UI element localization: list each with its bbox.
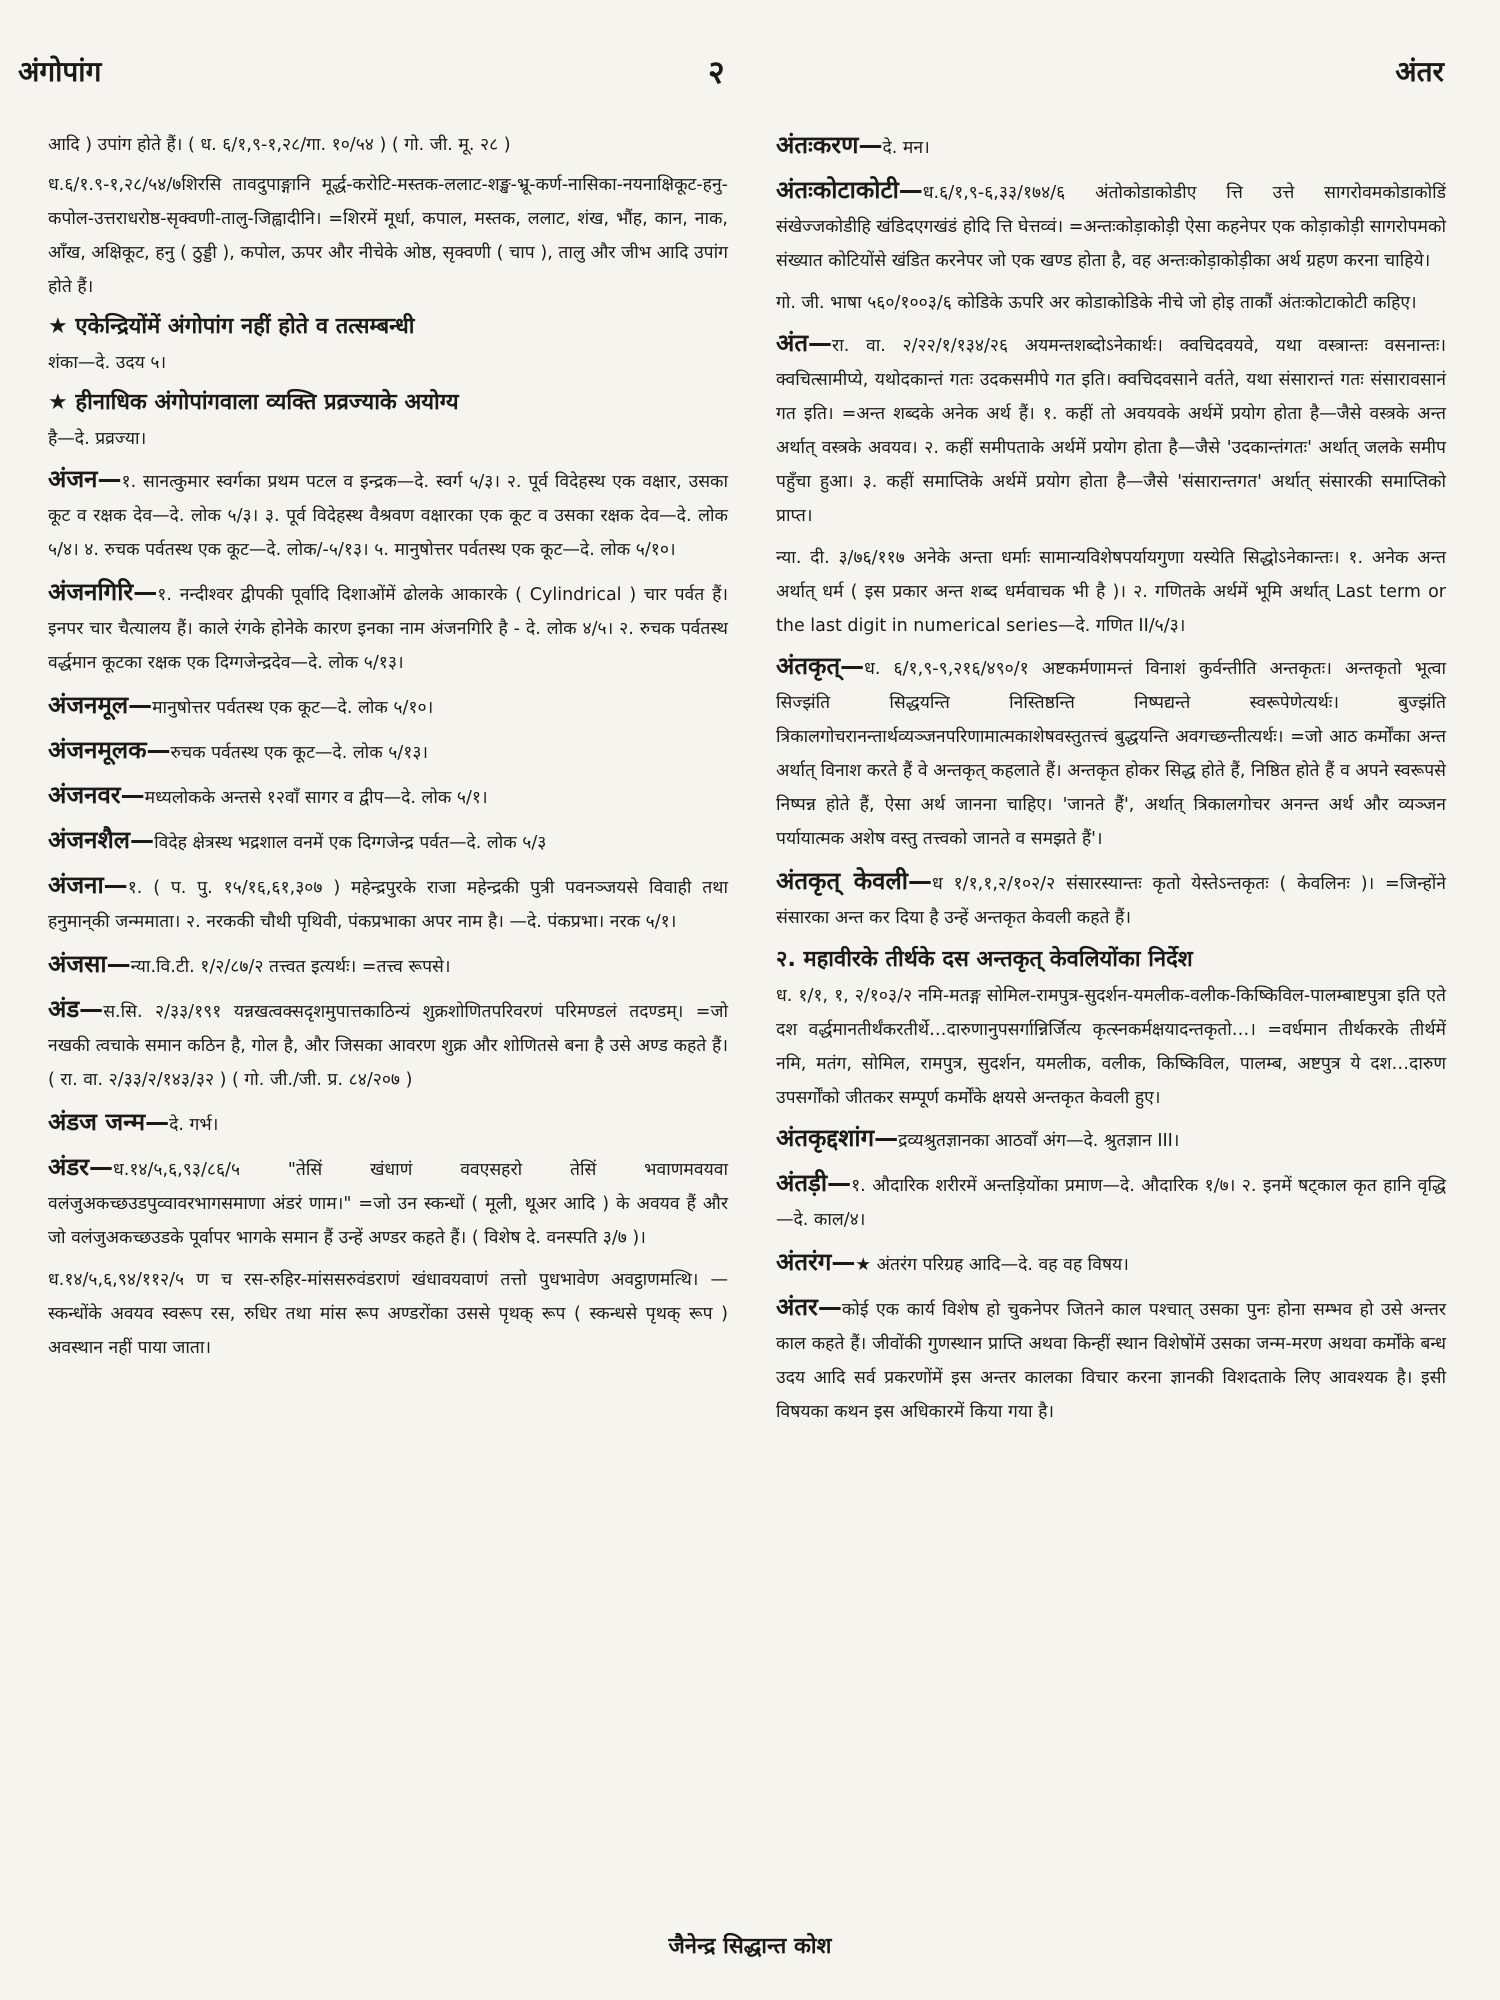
dictionary-entry [48,823,728,860]
entry-headword: अंजना— [48,871,128,899]
entry-text: १. ( प. पु. १५/१६,६१,३०७ ) महेन्द्रपुरके राजा महेन्द्रकी पुत्री पवनञ्जयसे विवाही तथा हनुमान्‌की जन्ममाता। २. नरककी चौथी पृथिवी, पंकप्रभाका अपर नाम है। —दे. पंकप्रभा। नरक ५/१। [48,878,728,932]
entry-headword: अंजनमूलक— [48,736,171,764]
dictionary-entry [776,649,1446,856]
dictionary-entry [48,868,728,939]
paragraph: गो. जी. भाषा ५६०/१००३/६ कोडिके ऊपरि अर कोडाकोडिके नीचे जो होइ ताकौं अंतःकोटाकोटी कहिए। [776,293,1417,313]
entry-headword: अंतःकरण— [776,131,883,159]
dictionary-entry [776,1245,1446,1282]
dictionary-entry [776,864,1446,935]
entry-headword: अंजन— [48,465,122,493]
dictionary-entry [776,1121,1446,1158]
paragraph: आदि ) उपांग होते हैं। ( ध. ६/१,९-१,२८/गा. १०/५४ ) ( गो. जी. मू. २८ ) [48,135,511,155]
paragraph: ध. १/१, १, २/१०३/२ नमि-मतङ्ग सोमिल-रामपुत्र-सुदर्शन-यमलीक-वलीक-किष्किविल-पालम्बाष्टपुत्रा इति एते दश वर्द्धमानतीर्थंकरतीर्थे…दारुणानुपसर्गान्निर्जित्य कृत्स्नकर्मक्षयादन्तकृतो…। =वर्धमान तीर्थकरके तीर्थमें नमि, मतंग, सोमिल, रामपुत्र, सुदर्शन, यमलीक, वलीक, किष्किविल, पालम्ब, अष्टपुत्र ये दश…दारुण उपसर्गोंको जीतकर सम्पूर्ण कर्मोंके क्षयसे अन्तकृत केवली हुए। [776,986,1446,1108]
entry-headword: अंजनवर— [48,781,145,809]
page-footer: जैनेन्द्र सिद्धान्त कोश [668,1934,832,1959]
entry-text: १. सानत्कुमार स्वर्गका प्रथम पटल व इन्द्रक—दे. स्वर्ग ५/३। २. पूर्व विदेहस्थ एक वक्षार, उसका कूट व रक्षक देव—दे. लोक ५/३। ३. पूर्व विदेहस्थ वैश्रवण वक्षारका एक कूट व उसका रक्षक देव—दे. लोक ५/४। ४. रुचक पर्वतस्थ एक कूट—दे. लोक/-५/१३। ५. मानुषोत्तर पर्वतस्थ एक कूट—दे. लोक ५/१०। [48,472,728,560]
paragraph: ध.६/१.९-१,२८/५४/७शिरसि तावदुपाङ्गानि मूर्द्ध-करोटि-मस्तक-ललाट-शङ्ख-भ्रू-कर्ण-नासिका-नयनाक्षिकूट-हनु-कपोल-उत्तराधरोष्ठ-सृक्वणी-तालु-जिह्वादीनि। =शिरमें मूर्धा, कपाल, मस्तक, ललाट, शंख, भौंह, कान, नाक, आँख, अक्षिकूट, हनु ( ठुड्डी ), कपोल, ऊपर और नीचेके ओष्ठ, सृक्वणी ( चाप ), तालु और जीभ आदि उपांग होते हैं। [48,175,728,297]
dictionary-entry [776,128,1446,165]
dictionary-entry [776,1290,1446,1429]
entry-text: विदेह क्षेत्रस्थ भद्रशाल वनमें एक दिग्गजेन्द्र पर्वत—दे. लोक ५/३ [154,833,547,853]
dictionary-entry [776,173,1446,278]
entry-headword: अंतःकोटाकोटी— [776,176,923,204]
paragraph: है—दे. प्रव्रज्या। [48,429,147,449]
entry-headword: अंत— [776,329,833,357]
dictionary-entry [48,992,728,1097]
entry-headword: अंजनशैल— [48,826,155,854]
entry-headword: अंतड़ी— [776,1169,852,1197]
entry-text: ध. ६/१,९-९,२१६/४९०/१ अष्टकर्मणामन्तं विनाशं कुर्वन्तीति अन्तकृतः। अन्तकृतो भूत्वा सिज्झंति सिद्धयन्ति निस्तिष्ठन्ति निष्पद्यन्ते स्वरूपेणेत्यर्थः। बुज्झंति त्रिकालगोचरानन्तार्थव्यञ्जनपरिणामात्मकाशेषवस्तुतत्त्वं बुद्धयन्ति अवगच्छन्तीत्यर्थः। =जो आठ कर्मोंका अन्त अर्थात् विनाश करते हैं वे अन्तकृत् कहलाते हैं। अन्तकृत होकर सिद्ध होते हैं, निष्ठित होते हैं व अपने स्वरूपसे निष्पन्न होते हैं, ऐसा अर्थ जानना चाहिए। 'जानते हैं', अर्थात् त्रिकालगोचर अनन्त अर्थ और व्यञ्जन पर्यायात्मक अशेष वस्तु तत्त्वको जानते व समझते हैं'। [776,659,1446,849]
entry-text: कोई एक कार्य विशेष हो चुकनेपर जितने काल पश्चात् उसका पुनः होना सम्भव हो उसे अन्तर काल कहते हैं। जीवोंकी गुणस्थान प्राप्ति अथवा किन्हीं स्थान विशेषोंमें उसका जन्म-मरण अथवा कर्मोंके बन्ध उदय आदि सर्व प्रकरणोंमें इस अन्तर कालका विचार करना ज्ञानकी विशदताके लिए आवश्यक है। इसी विषयका कथन इस अधिकारमें किया गया है। [776,1300,1446,1422]
section-heading: ★ हीनाधिक अंगोपांगवाला व्यक्ति प्रव्रज्याके अयोग्य [48,390,459,415]
entry-headword: अंतकृद्दशांग— [776,1124,899,1152]
entry-text: १. औदारिक शरीरमें अन्तड़ियोंका प्रमाण—दे. औदारिक १/७। २. इनमें षट्काल कृत हानि वृद्धि—दे. काल/४। [776,1176,1446,1230]
entry-text: ध १/१,१,२/१०२/२ संसारस्यान्तः कृतो येस्तेऽन्तकृतः ( केवलिनः )। =जिन्होंने संसारका अन्त कर दिया है उन्हें अन्तकृत केवली कहते हैं। [776,874,1446,928]
entry-text: दे. मन। [882,138,930,158]
page-number: २ [708,53,725,91]
dictionary-entry [776,326,1446,533]
dictionary-entry [48,575,728,680]
entry-text: द्रव्यश्रुतज्ञानका आठवाँ अंग—दे. श्रुतज्ञान III। [898,1131,1180,1151]
entry-text: मानुषोत्तर पर्वतस्थ एक कूट—दे. लोक ५/१०। [152,698,434,718]
entry-text: रुचक पर्वतस्थ एक कूट—दे. लोक ५/१३। [170,743,429,763]
entry-text: १. नन्दीश्वर द्वीपकी पूर्वादि दिशाओंमें ढोलके आकारके ( Cylindrical ) चार पर्वत हैं। इनपर चार चैत्यालय हैं। काले रंगके होनेके कारण इनका नाम अंजनगिरि है - दे. लोक ४/५। २. रुचक पर्वतस्थ वर्द्धमान कूटका रक्षक एक दिग्गजेन्द्रदेव—दे. लोक ५/१३। [48,585,728,673]
entry-text: ध.१४/५,६,९३/८६/५ "तेसिं खंधाणं ववएसहरो तेसिं भवाणमवयवा वलंजुअकच्छउडपुव्वावरभागसमाणा अंडरं णाम।" =जो उन स्कन्धों ( मूली, थूअर आदि ) के अवयव हैं और जो वलंजुअकच्छउडके पूर्वापर भागके समान हैं उन्हें अण्डर कहते हैं। ( विशेष दे. वनस्पति ३/७ )। [48,1160,728,1248]
entry-text: मध्यलोकके अन्तसे १२वाँ सागर व द्वीप—दे. लोक ५/१। [144,788,488,808]
paragraph: ध.१४/५,६,९४/११२/५ ण च रस-रुहिर-मांससरुवंडराणं खंधावयवाणं तत्तो पुधभावेण अवट्ठाणमत्थि। —स्कन्धोंके अवयव स्वरूप रस, रुधिर तथा मांस रूप अण्डरोंका उससे पृथक् रूप ( स्कन्धसे पृथक् रूप ) अवस्थान नहीं पाया जाता। [48,1270,728,1358]
running-head-left: अंगोपांग [18,55,102,88]
entry-text: दे. गर्भ। [169,1115,219,1135]
entry-text: ध.६/१,९-६,३३/१७४/६ अंतोकोडाकोडीए त्ति उत्ते सागरोवमकोडाकोडिं संखेज्जकोडीहि खंडिदएगखंडं होदि त्ति घेत्तव्वं। =अन्तःकोड़ाकोड़ी ऐसा कहनेपर एक कोड़ाकोड़ी सागरोपमको संख्यात कोटियोंसे खंडित करनेपर जो एक खण्ड होता है, वह अन्तःकोड़ाकोड़ीका अर्थ ग्रहण करना चाहिये। [776,183,1446,271]
entry-text: न्या.वि.टी. १/२/८७/२ तत्त्वत इत्यर्थः। =तत्त्व रूपसे। [130,957,451,977]
dictionary-entry [48,462,728,567]
dictionary-entry [776,1166,1446,1237]
dictionary-entry [48,1105,728,1142]
entry-headword: अंतकृत् केवली— [776,867,932,895]
page-header [18,52,1444,102]
section-heading: २. महावीरके तीर्थके दस अन्तकृत् केवलियोंका निर्देश [776,947,1193,972]
right-column [776,128,1446,1437]
entry-headword: अंजसा— [48,950,131,978]
dictionary-entry [48,947,728,984]
dictionary-entry [48,688,728,725]
entry-headword: अंजनमूल— [48,691,153,719]
entry-headword: अंडर— [48,1153,113,1181]
entry-text: रा. वा. २/२२/१/१३४/२६ अयमन्तशब्दोऽनेकार्थः। क्वचिदवयवे, यथा वस्त्रान्तः वसनान्तः। क्वचित्सामीप्ये, यथोदकान्तं गतः उदकसमीपे गत इति। क्वचिदवसाने वर्तते, यथा संसारान्तं गतः संसारावसानं गत इति। =अन्त शब्दके अनेक अर्थ हैं। १. कहीं तो अवयवके अर्थमें प्रयोग होता है—जैसे वस्त्रके अन्त अर्थात् वस्त्रके अवयव। २. कहीं समीपताके अर्थमें प्रयोग होता है—जैसे 'उदकान्तंगतः' अर्थात् जलके समीप पहुँचा हुआ। ३. कहीं समाप्तिके अर्थमें प्रयोग होता है—जैसे 'संसारान्तगत' अर्थात् संसारकी समाप्तिको प्राप्त। [776,336,1446,526]
entry-headword: अंतकृत्— [776,652,865,680]
dictionary-entry [48,778,728,815]
entry-headword: अंतरंग— [776,1248,856,1276]
entry-headword: अंजनगिरि— [48,578,158,606]
entry-headword: अंड— [48,995,104,1023]
running-head-right: अंतर [1395,55,1444,88]
dictionary-entry [48,733,728,770]
paragraph: शंका—दे. उदय ५। [48,353,167,373]
section-heading: ★ एकेन्द्रियोंमें अंगोपांग नहीं होते व तत्सम्बन्धी [48,314,415,339]
entry-text: ★ अंतरंग परिग्रह आदि—दे. वह वह विषय। [855,1255,1129,1275]
left-column [48,128,728,1371]
entry-headword: अंडज जन्म— [48,1108,170,1136]
entry-text: स.सि. २/३३/१९१ यन्नखत्वक्सदृशमुपात्तकाठिन्यं शुक्रशोणितपरिवरणं परिमण्डलं तदण्डम्। =जो नखकी त्वचाके समान कठिन है, गोल है, और जिसका आवरण शुक्र और शोणितसे बना है उसे अण्ड कहते हैं। ( रा. वा. २/३३/२/१४३/३२ ) ( गो. जी./जी. प्र. ८४/२०७ ) [48,1002,728,1090]
dictionary-entry [48,1150,728,1255]
entry-headword: अंतर— [776,1293,842,1321]
paragraph: न्या. दी. ३/७६/११७ अनेके अन्ता धर्माः सामान्यविशेषपर्यायगुणा यस्येति सिद्धोऽनेकान्तः। १. अनेक अन्त अर्थात् धर्म ( इस प्रकार अन्त शब्द धर्मवाचक भी है )। २. गणितके अर्थमें भूमि अर्थात् Last term or the last digit in numerical series—दे. गणित II/५/३। [776,548,1447,636]
